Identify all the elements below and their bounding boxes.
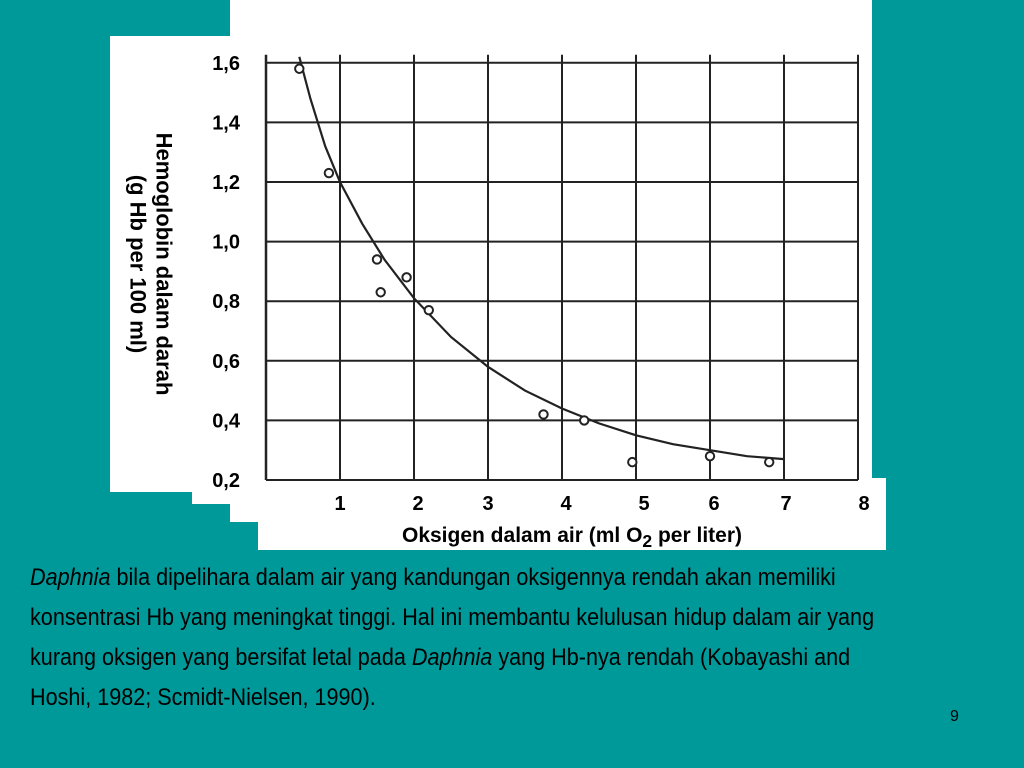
data-points [295, 65, 773, 467]
data-point-3 [373, 255, 381, 263]
data-point-5 [402, 273, 410, 281]
caption-species-2: Daphnia [411, 644, 493, 671]
data-point-9 [628, 458, 636, 466]
fit-curve [299, 57, 784, 459]
y-tick-label-7: 0,4 [212, 410, 240, 433]
y-tick-label-4: 1,0 [212, 231, 240, 254]
x-axis-label-subscript: 2 [642, 531, 653, 552]
y-tick-label-8: 0,2 [212, 470, 240, 492]
x-axis-label [260, 524, 884, 552]
grid [266, 55, 858, 480]
caption-species-1: Daphnia [30, 564, 111, 591]
data-point-7 [539, 410, 547, 418]
caption-text [30, 558, 885, 718]
x-tick-label-2: 2 [412, 493, 424, 515]
fit-curve-layer [299, 57, 784, 459]
caption-body-1: bila dipelihara dalam air yang kandungan oksigennya rendah akan memiliki konsentrasi Hb yang meningkat tinggi. Hal ini membantu kelulusan hidup dalam air yang kurang oksigen yang bersifat letal pada [30, 564, 875, 671]
y-axis-label [104, 92, 196, 436]
data-point-2 [325, 169, 333, 177]
y-tick-label-3: 1,2 [212, 172, 240, 194]
x-tick-label-4: 4 [560, 493, 572, 515]
data-point-11 [765, 458, 773, 466]
data-point-8 [580, 416, 588, 424]
y-axis-label-line-1: Hemoglobin dalam darah [151, 132, 177, 396]
x-tick-labels [334, 493, 869, 515]
x-axis-label-text: Oksigen dalam air (ml O [401, 524, 643, 547]
data-point-1 [295, 65, 303, 73]
y-tick-labels [212, 53, 241, 492]
x-tick-label-1: 1 [334, 493, 346, 515]
y-axis-label-line-2: (g Hb per 100 ml) [125, 174, 151, 354]
x-axis-label-unit: per liter) [652, 524, 742, 547]
y-tick-label-1: 1,6 [212, 52, 240, 75]
x-tick-label-6: 6 [708, 493, 720, 515]
page-number: 9 [950, 708, 959, 725]
y-tick-label-2: 1,4 [212, 112, 240, 135]
caption-body-2: yang Hb-nya rendah (Kobayashi and Hoshi, 1982; Scmidt-Nielsen, 1990). [30, 644, 851, 711]
y-tick-label-5: 0,8 [212, 291, 240, 314]
x-tick-label-3: 3 [482, 493, 494, 515]
data-point-6 [425, 306, 433, 314]
data-point-4 [377, 288, 385, 296]
x-tick-label-8: 8 [858, 493, 870, 515]
y-tick-label-6: 0,6 [212, 350, 240, 373]
x-tick-label-5: 5 [638, 493, 650, 515]
data-point-10 [706, 452, 714, 460]
x-tick-label-7: 7 [780, 493, 792, 515]
